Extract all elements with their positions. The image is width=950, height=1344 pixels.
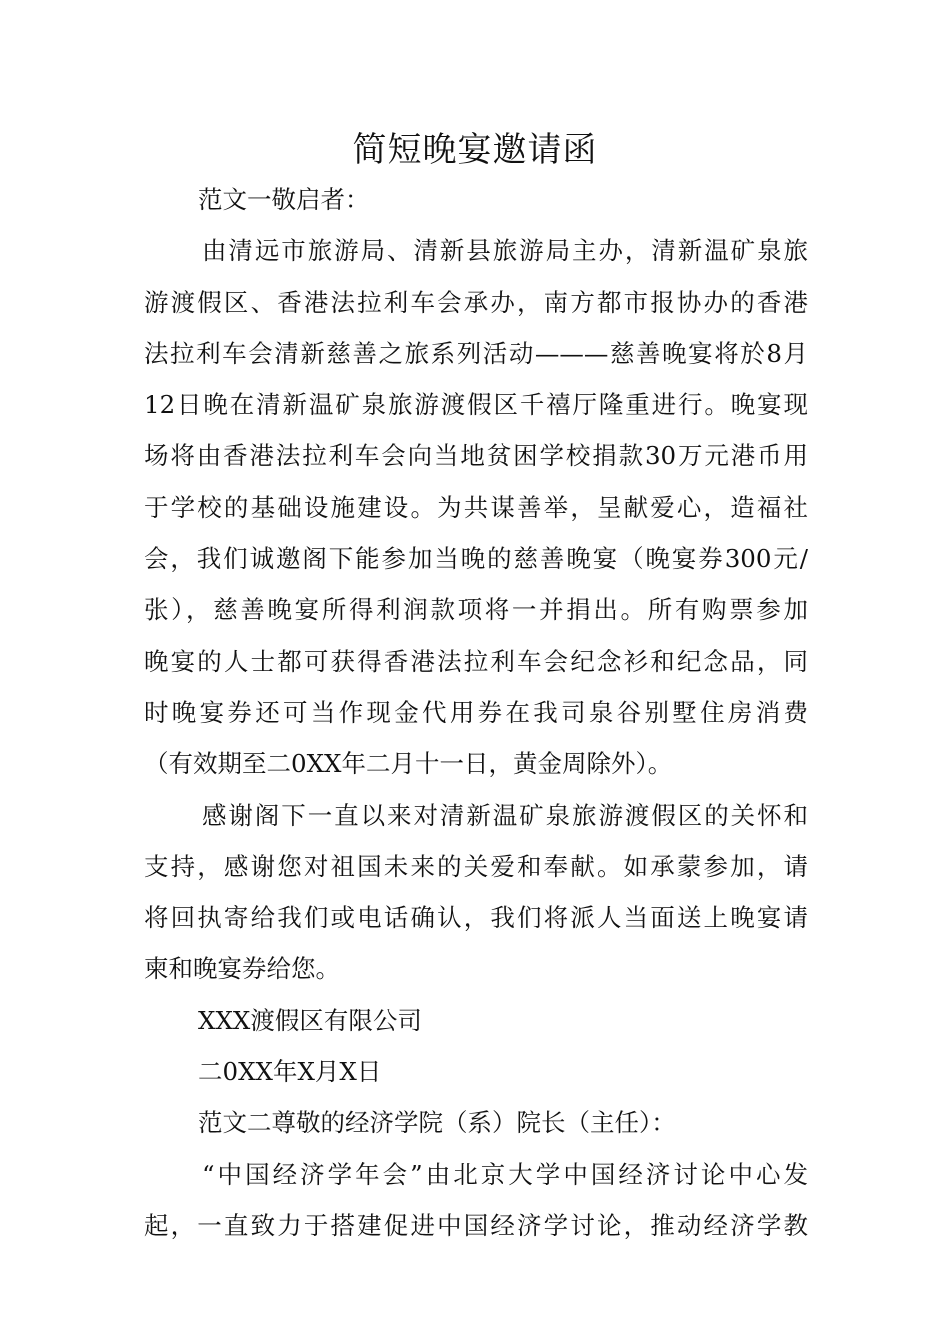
paragraph-line: 法拉利车会清新慈善之旅系列活动———慈善晚宴将於8月: [144, 338, 808, 368]
paragraph-line: 感谢阁下一直以来对清新温矿泉旅游渡假区的关怀和: [202, 800, 808, 830]
paragraph-line: “中国经济学年会”由北京大学中国经济讨论中心发: [202, 1159, 808, 1189]
salutation-line: 范文一敬启者：: [198, 185, 370, 214]
paragraph-line: （有效期至二0XX年二月十一日，黄金周除外）。: [144, 749, 673, 779]
paragraph-line: 起，一直致力于搭建促进中国经济学讨论，推动经济学教: [144, 1210, 808, 1240]
paragraph-line: 12日晚在清新温矿泉旅游渡假区千禧厅隆重进行。晚宴现: [144, 390, 808, 420]
document-title: 简短晚宴邀请函: [352, 130, 598, 170]
salutation-line: 范文二尊敬的经济学院（系）院长（主任）：: [198, 1108, 676, 1138]
paragraph-line: 张），慈善晚宴所得利润款项将一并捐出。所有购票参加: [144, 595, 808, 625]
paragraph-line: 场将由香港法拉利车会向当地贫困学校捐款30万元港币用: [144, 441, 808, 471]
paragraph-line: 支持，感谢您对祖国未来的关爱和奉献。如承蒙参加，请: [144, 851, 808, 881]
paragraph-line: 柬和晚宴券给您。: [144, 954, 340, 984]
paragraph-line: 晚宴的人士都可获得香港法拉利车会纪念衫和纪念品，同: [144, 646, 808, 676]
paragraph-line: 于学校的基础设施建设。为共谋善举，呈献爱心，造福社: [144, 492, 808, 522]
paragraph-line: 将回执寄给我们或电话确认，我们将派人当面送上晚宴请: [144, 903, 808, 933]
paragraph-line: 会，我们诚邀阁下能参加当晚的慈善晚宴（晚宴券300元/: [144, 544, 808, 574]
paragraph-line: 时晚宴券还可当作现金代用券在我司泉谷别墅住房消费: [144, 697, 808, 727]
signature-company: XXX渡假区有限公司: [198, 1005, 422, 1035]
paragraph-line: 由清远市旅游局、清新县旅游局主办，清新温矿泉旅: [202, 236, 808, 266]
signature-date: 二0XX年X月X日: [198, 1057, 382, 1087]
paragraph-line: 游渡假区、香港法拉利车会承办，南方都市报协办的香港: [144, 287, 808, 317]
document-body: [144, 174, 808, 1251]
